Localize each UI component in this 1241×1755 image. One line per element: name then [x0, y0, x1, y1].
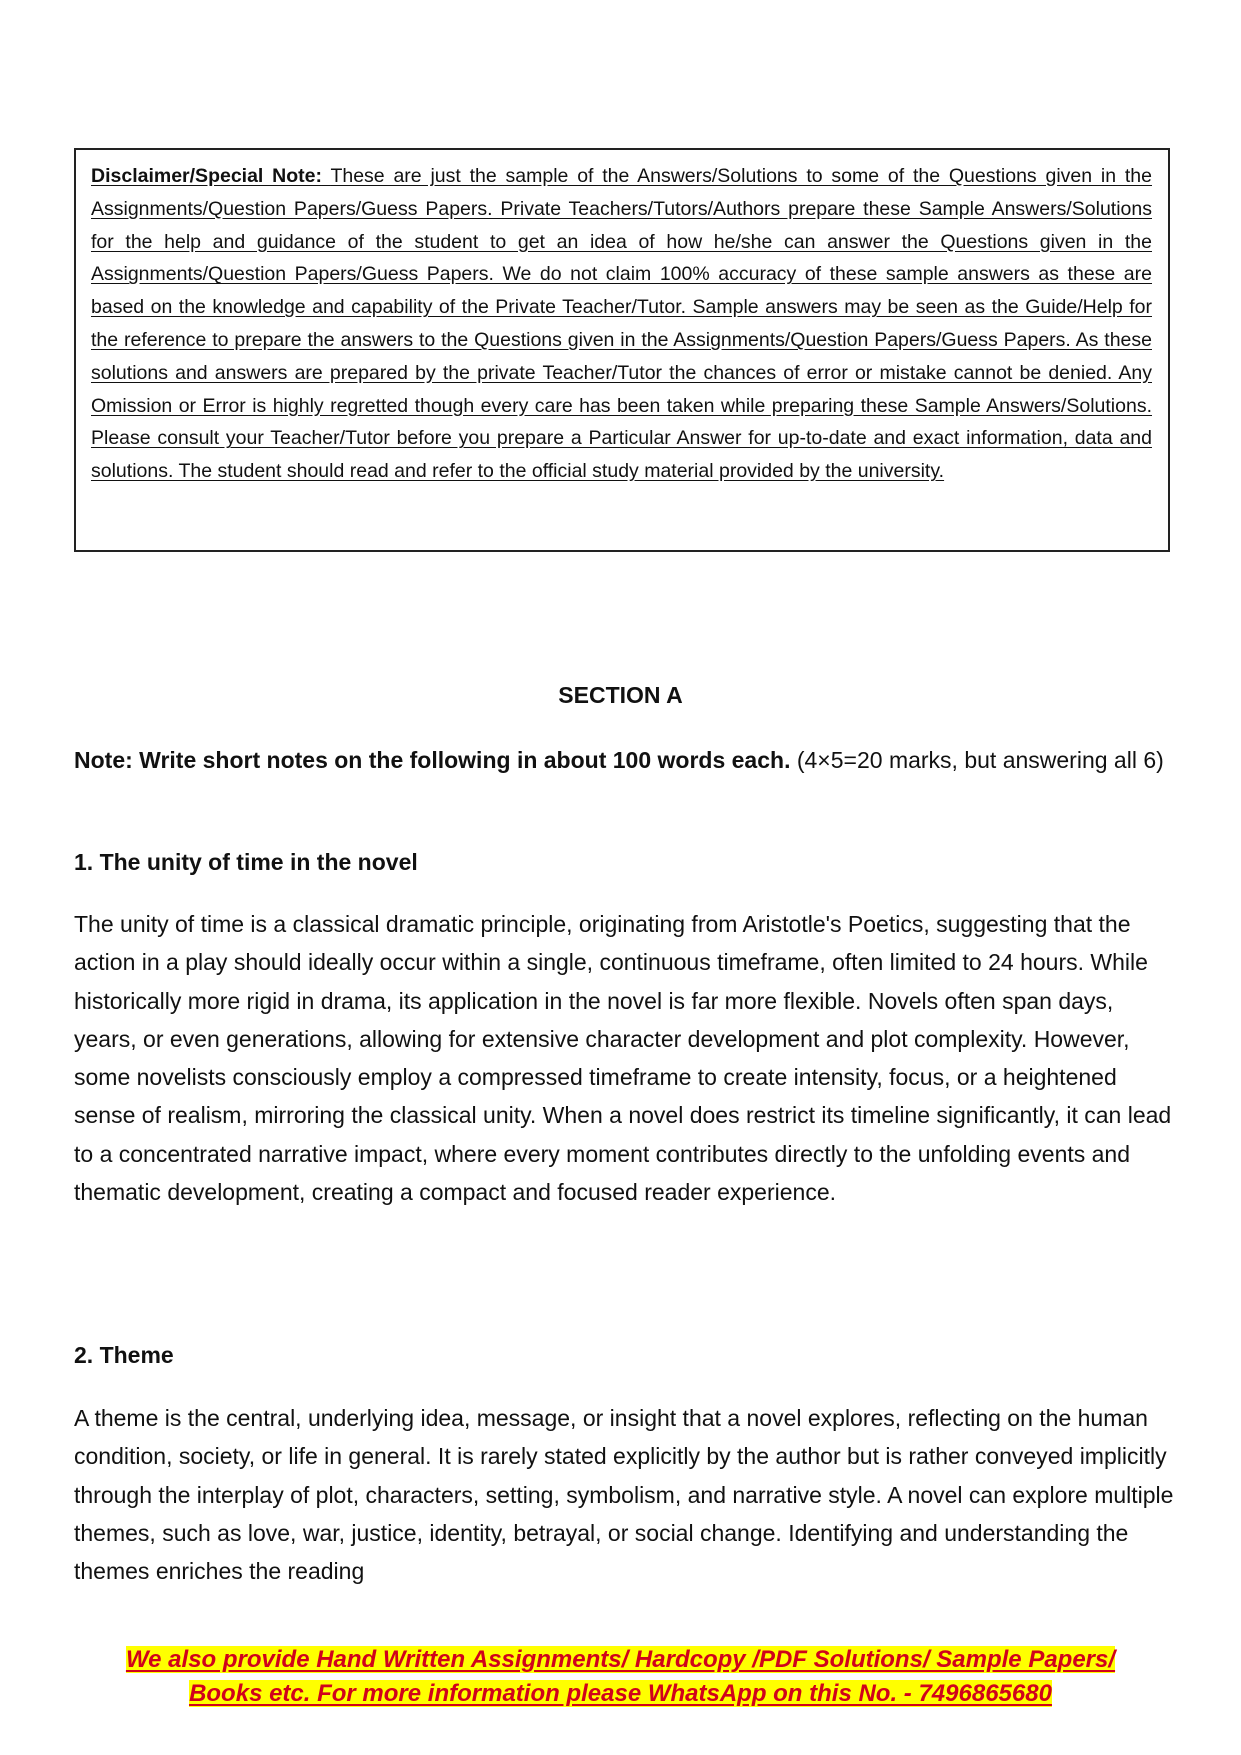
- disclaimer-box: [74, 148, 1170, 552]
- promo-footer: [0, 1643, 1241, 1711]
- disclaimer-label: Disclaimer/Special Note:: [91, 165, 322, 187]
- question-1-answer: The unity of time is a classical dramatic principle, originating from Aristotle's Poetics, suggesting that the action in a play should ideally occur within a single, continuous timeframe, often limited to 24 hours. While historically more rigid in drama, its application in the novel is far more flexible. Novels often span days, years, or even generations, allowing for extensive character development and plot complexity. However, some novelists consciously employ a compressed timeframe to create intensity, focus, or a heightened sense of realism, mirroring the classical unity. When a novel does restrict its timeline significantly, it can lead to a concentrated narrative impact, where every moment contributes directly to the unfolding events and thematic development, creating a compact and focused reader experience.: [74, 911, 1172, 1206]
- section-title: SECTION A: [558, 682, 683, 708]
- disclaimer-text: These are just the sample of the Answers/Solutions to some of the Questions given in the Assignments/Question Papers/Guess Papers. Private Teachers/Tutors/Authors prepare these Sample Answers/Solutions for the help and guidance of the student to get an idea of how he/she can answer the Questions given in the Assignments/Question Papers/Guess Papers. We do not claim 100% accuracy of these sample answers as these are based on the knowledge and capability of the Private Teacher/Tutor. Sample answers may be seen as the Guide/Help for the reference to prepare the answers to the Questions given in the Assignments/Question Papers/Guess Papers. As these solutions and answers are prepared by the private Teacher/Tutor the chances of error or mistake cannot be denied. Any Omission or Error is highly regretted though every care has been taken while preparing these Sample Answers/Solutions. Please consult your Teacher/Tutor before you prepare a Particular Answer for up-to-date and exact information, data and solutions. The student should read and refer to the official study material provided by the university.: [91, 165, 1152, 483]
- question-2-answer: A theme is the central, underlying idea, message, or insight that a novel explores, reflecting on the human condition, society, or life in general. It is rarely stated explicitly by the author but is rather conveyed implicitly through the interplay of plot, characters, setting, symbolism, and narrative style. A novel can explore multiple themes, such as love, war, justice, identity, betrayal, or social change. Identifying and understanding the themes enriches the reading: [74, 1405, 1174, 1585]
- note-marks: (4×5=20 marks, but answering all 6): [796, 747, 1164, 773]
- promo-line-1: We also provide Hand Written Assignments/ Hardcopy /PDF Solutions/ Sample Papers/: [125, 1646, 1116, 1673]
- promo-line-2: Books etc. For more information please WhatsApp on this No. - 7496865680: [189, 1680, 1052, 1707]
- question-1-heading: 1. The unity of time in the novel: [74, 849, 418, 875]
- section-note: [74, 741, 1174, 779]
- question-2-heading: 2. Theme: [74, 1342, 174, 1368]
- note-label: Note: Write short notes on the following in about 100 words each.: [74, 747, 791, 773]
